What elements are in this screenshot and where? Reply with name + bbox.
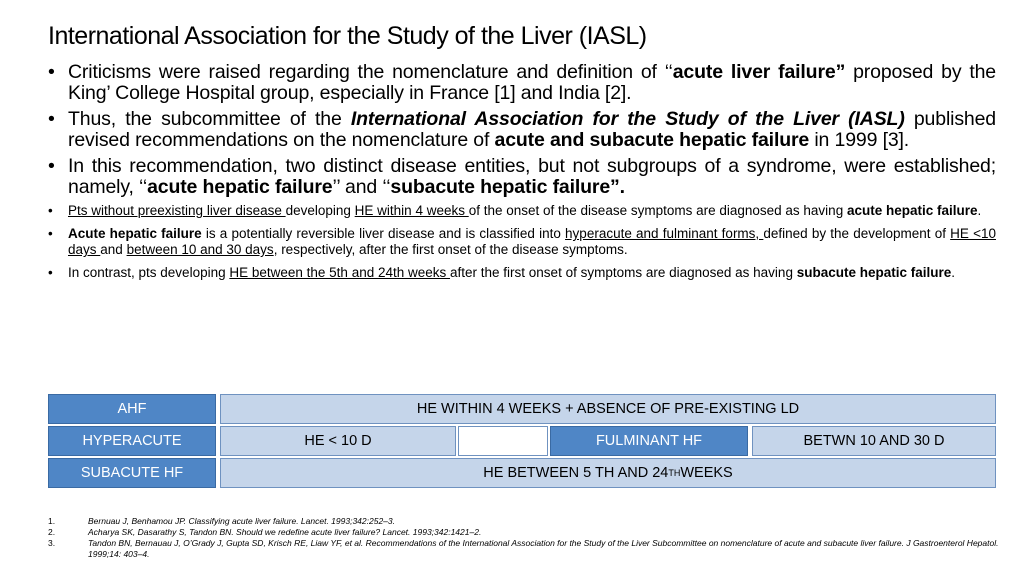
bullet-text: . bbox=[951, 265, 956, 280]
reference-text: Acharya SK, Dasarathy S, Tandon BN. Should we redefine acute liver failure? Lancet. 1993;342:1421–2. bbox=[88, 527, 482, 537]
bullet-text: is a potentially reversible liver disease and is classified into bbox=[201, 226, 566, 241]
bullet-dot: • bbox=[48, 226, 53, 241]
between-10-30-cell: BETWN 10 AND 30 D bbox=[752, 426, 996, 456]
bullet-text: In this recommendation, two distinct disease entities, but not subgroups of a syndrome, were established; namely, ‘‘ bbox=[68, 155, 996, 198]
bullet-text: and bbox=[100, 242, 127, 257]
bullet-dot: • bbox=[48, 203, 53, 218]
reference-number: 3. bbox=[48, 538, 56, 548]
bullet-item bbox=[48, 203, 996, 219]
bullet-dot: • bbox=[48, 61, 55, 83]
bullet-text: Thus, the subcommittee of the bbox=[68, 108, 351, 130]
bullet-text: In contrast, pts developing bbox=[68, 265, 230, 280]
superscript: TH bbox=[668, 468, 681, 478]
bullet-bold-text: acute hepatic failure bbox=[147, 176, 333, 198]
bullet-text: defined by the development of bbox=[763, 226, 951, 241]
bullet-bold-italic-text: International Association for the Study of the Liver (IASL) bbox=[350, 108, 905, 130]
bullet-bold-text: Acute hepatic failure bbox=[68, 226, 202, 241]
bullet-item bbox=[48, 265, 996, 281]
bullet-underlined-text: hyperacute and fulminant forms, bbox=[565, 226, 764, 241]
bullet-text: published revised recommendations on the nomenclature of bbox=[68, 108, 997, 151]
bullet-dot: • bbox=[48, 155, 55, 177]
references bbox=[48, 516, 1008, 560]
reference-number: 1. bbox=[48, 516, 56, 526]
fulminant-label-cell: FULMINANT HF bbox=[550, 426, 748, 456]
bullet-text: Criticisms were raised regarding the nomenclature and definition of ‘‘ bbox=[68, 61, 673, 83]
bullet-text: developing bbox=[285, 203, 355, 218]
bullet-list bbox=[48, 62, 996, 288]
bullet-text: proposed by the King’ College Hospital group, especially in France [1] and India [2]. bbox=[68, 61, 996, 104]
bullet-dot: • bbox=[48, 108, 55, 130]
bullet-bold-text: subacute hepatic failure bbox=[796, 265, 952, 280]
empty-cell bbox=[458, 426, 548, 456]
bullet-bold-text: acute and subacute hepatic failure bbox=[494, 129, 810, 151]
reference-number: 2. bbox=[48, 527, 56, 537]
bullet-bold-text: acute hepatic failure bbox=[846, 203, 978, 218]
hyperacute-label-cell: HYPERACUTE bbox=[48, 426, 216, 456]
subacute-def-text: HE BETWEEN 5 TH AND 24 bbox=[483, 465, 669, 481]
reference-text: Tandon BN, Bernauau J, O’Grady J, Gupta SD, Krisch RE, Liaw YF, et al. Recommendations of the International Association for the Study of the Liver Subcommittee on nomenclature of acute and subacute liver failure. J Gastroenterol Hepatol. 1999;14: 403–4. bbox=[88, 538, 999, 559]
reference-text: Bernuau J, Benhamou JP. Classifying acute liver failure. Lancet. 1993;342:252–3. bbox=[88, 516, 395, 526]
reference-item bbox=[48, 538, 1008, 560]
bullet-underlined-text: between 10 and 30 days bbox=[126, 242, 274, 257]
bullet-text: . bbox=[977, 203, 982, 218]
bullet-item bbox=[48, 156, 996, 198]
subacute-def-text: WEEKS bbox=[680, 465, 733, 481]
bullet-bold-text: acute liver failure” bbox=[672, 61, 846, 83]
bullet-underlined-text: HE <10 days bbox=[68, 226, 996, 257]
bullet-item bbox=[48, 62, 996, 104]
bullet-bold-text: subacute hepatic failure”. bbox=[390, 176, 625, 198]
ahf-definition-cell: HE WITHIN 4 WEEKS + ABSENCE OF PRE-EXISTING LD bbox=[220, 394, 996, 424]
bullet-text: in 1999 [3]. bbox=[809, 129, 910, 151]
bullet-dot: • bbox=[48, 265, 53, 280]
slide-title: International Association for the Study of the Liver (IASL) bbox=[48, 22, 647, 50]
bullet-item bbox=[48, 226, 996, 258]
bullet-underlined-text: HE between the 5th and 24th weeks bbox=[229, 265, 451, 280]
subacute-label-cell: SUBACUTE HF bbox=[48, 458, 216, 488]
bullet-underlined-text: Pts without preexisting liver disease bbox=[68, 203, 286, 218]
bullet-text: after the first onset of symptoms are diagnosed as having bbox=[450, 265, 797, 280]
bullet-item bbox=[48, 109, 996, 151]
ahf-label-cell: AHF bbox=[48, 394, 216, 424]
reference-item bbox=[48, 516, 1008, 527]
reference-item bbox=[48, 527, 1008, 538]
bullet-text: , respectively, after the first onset of the disease symptoms. bbox=[273, 242, 628, 257]
bullet-text: ’’ and ‘‘ bbox=[332, 176, 391, 198]
bullet-underlined-text: HE within 4 weeks bbox=[354, 203, 469, 218]
bullet-text: of the onset of the disease symptoms are diagnosed as having bbox=[468, 203, 847, 218]
he-lt-10-cell: HE < 10 D bbox=[220, 426, 456, 456]
subacute-definition-cell bbox=[220, 458, 996, 488]
